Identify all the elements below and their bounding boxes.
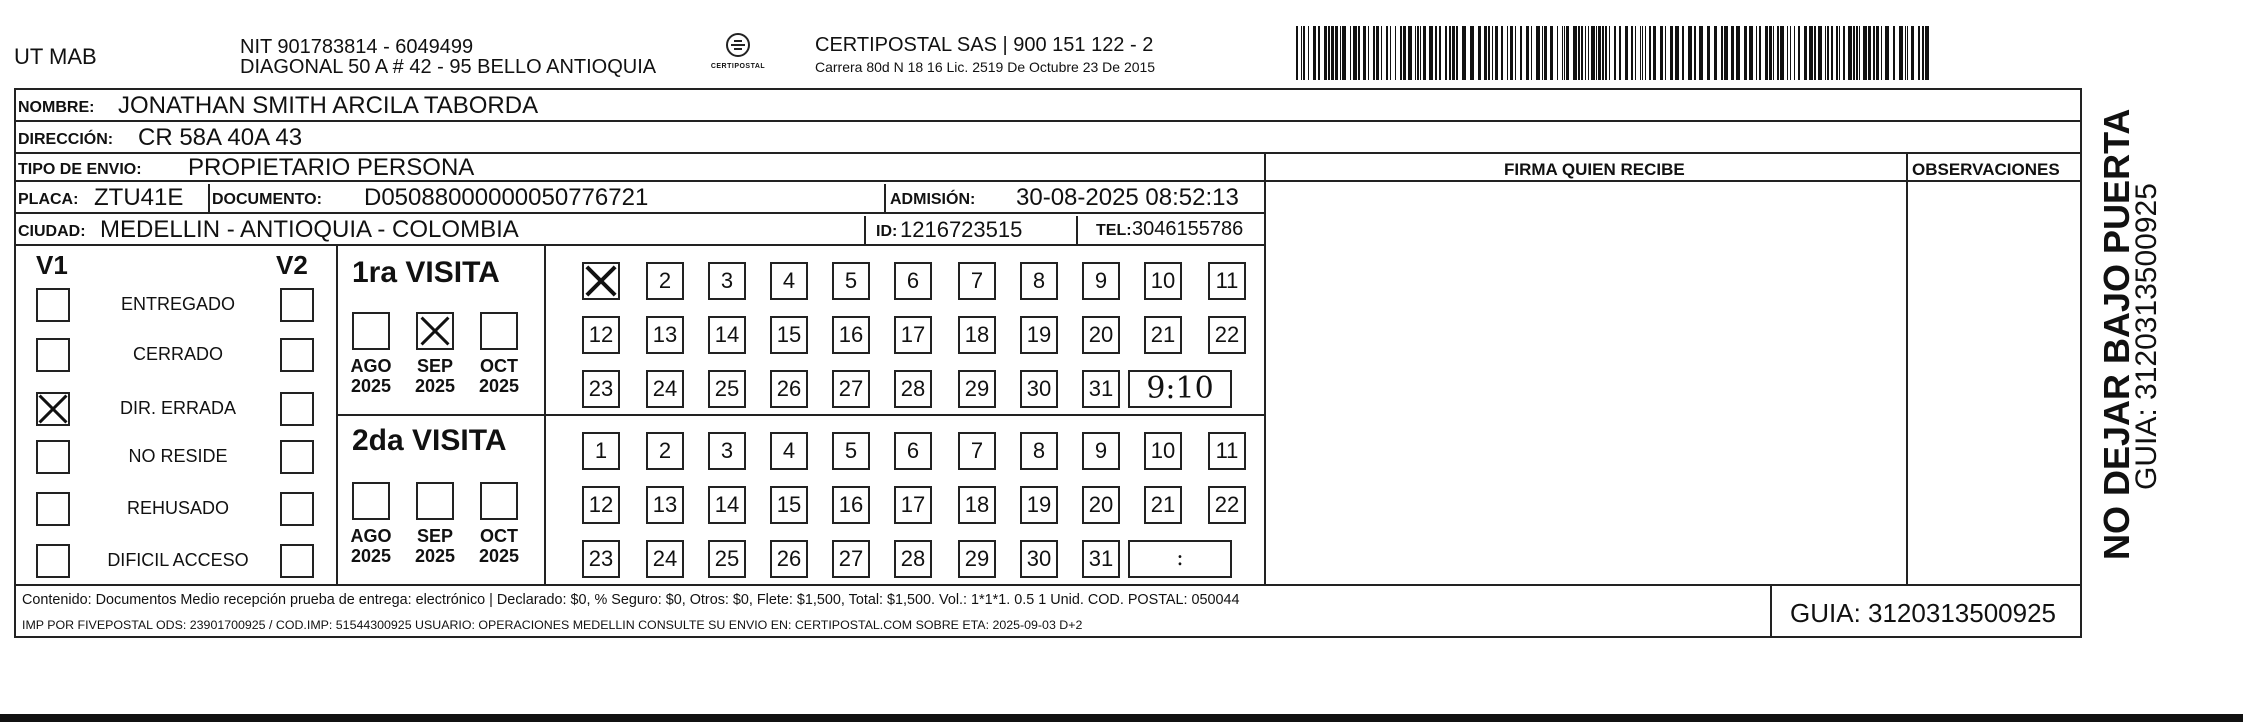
visit2-year-label-0: 2025: [350, 546, 392, 566]
status-label-3: NO RESIDE: [128, 446, 228, 466]
visit1-day-26[interactable]: 26: [770, 370, 808, 408]
observaciones-area[interactable]: [1908, 184, 2080, 584]
visit2-month-0[interactable]: [352, 482, 390, 520]
visit2-day-3[interactable]: 3: [708, 432, 746, 470]
barcode-bar: [1308, 26, 1309, 80]
barcode-bar: [1724, 26, 1728, 80]
visit1-time[interactable]: 9:10: [1128, 370, 1232, 408]
visit1-month-label-0: AGO: [350, 356, 392, 376]
visit1-day-23[interactable]: 23: [582, 370, 620, 408]
barcode-bar: [1688, 26, 1692, 80]
barcode-bar: [1794, 26, 1795, 80]
ciudad-value: MEDELLIN - ANTIOQUIA - COLOMBIA: [100, 216, 519, 243]
visit2-time[interactable]: :: [1128, 540, 1232, 578]
visit2-month-1[interactable]: [416, 482, 454, 520]
barcode-bar: [1756, 26, 1757, 80]
barcode-bar: [1376, 26, 1379, 80]
barcode-bar: [1542, 26, 1543, 80]
barcode-bar: [1417, 26, 1419, 80]
visit1-day-5[interactable]: 5: [832, 262, 870, 300]
barcode-bar: [1596, 26, 1597, 80]
divider: [208, 184, 210, 214]
barcode-bar: [1839, 26, 1840, 80]
visit1-day-20[interactable]: 20: [1082, 316, 1120, 354]
visit1-day-13[interactable]: 13: [646, 316, 684, 354]
barcode-bar: [1301, 26, 1302, 80]
visit2-day-31[interactable]: 31: [1082, 540, 1120, 578]
barcode-graphic: [1296, 26, 1932, 80]
barcode-bar: [1881, 26, 1882, 80]
barcode-bar: [1818, 26, 1822, 80]
visit1-day-31[interactable]: 31: [1082, 370, 1120, 408]
logo-text: CERTIPOSTAL: [710, 63, 766, 70]
visit1-day-19[interactable]: 19: [1020, 316, 1058, 354]
barcode-bar: [1893, 26, 1895, 80]
barcode-bar: [1885, 26, 1889, 80]
placa-value: ZTU41E: [94, 184, 184, 211]
status-label-0: ENTREGADO: [120, 294, 235, 314]
tipo-label: TIPO DE ENVIO:: [18, 161, 142, 178]
barcode-bar: [1665, 26, 1666, 80]
bottom-edge: [0, 714, 2243, 722]
footer-print-info: IMP POR FIVEPOSTAL ODS: 23901700925 / COD.IMP: 51544300925 USUARIO: OPERACIONES MEDELLIN CONSULTE SU ENVIO EN: CERTIPOSTAL.COM SOBRE ETA: 2025-09-03 D+2: [22, 618, 1083, 632]
v1-checkbox-4[interactable]: [36, 492, 70, 526]
firma-area[interactable]: [1266, 184, 1906, 584]
barcode-bar: [1809, 26, 1813, 80]
barcode-bar: [1856, 26, 1858, 80]
barcode-bar: [1313, 26, 1316, 80]
visit2-day-30[interactable]: 30: [1020, 540, 1058, 578]
barcode-bar: [1386, 26, 1388, 80]
barcode-bar: [1544, 26, 1547, 80]
ciudad-label: CIUDAD:: [18, 223, 86, 240]
barcode-bar: [1905, 26, 1906, 80]
visit2-day-4[interactable]: 4: [770, 432, 808, 470]
barcode-bar: [1798, 26, 1800, 80]
visit1-day-7[interactable]: 7: [958, 262, 996, 300]
visit1-month-label-2: OCT: [480, 356, 518, 376]
barcode-bar: [1470, 26, 1474, 80]
visit1-day-4[interactable]: 4: [770, 262, 808, 300]
barcode-bar: [1736, 26, 1740, 80]
barcode-bar: [1804, 26, 1807, 80]
visit2-month-label-1: SEP: [416, 526, 454, 546]
row-ciudad: [14, 214, 1266, 246]
company-name: UT MAB: [14, 44, 97, 69]
barcode-bar: [1602, 26, 1604, 80]
divider: [1770, 586, 1772, 638]
barcode-bar: [1868, 26, 1871, 80]
barcode-bar: [1591, 26, 1595, 80]
barcode-bar: [1520, 26, 1522, 80]
v1-checkbox-1[interactable]: [36, 338, 70, 372]
carrier-license: Carrera 80d N 18 16 Lic. 2519 De Octubre 23 De 2015: [815, 59, 1156, 75]
visit2-day-16[interactable]: 16: [832, 486, 870, 524]
visit2-year-label-2: 2025: [478, 546, 520, 566]
divider: [1076, 216, 1078, 246]
direccion-label: DIRECCIÓN:: [18, 131, 114, 148]
visit1-year-label-1: 2025: [414, 376, 456, 396]
barcode-bar: [1831, 26, 1833, 80]
barcode-bar: [1640, 26, 1641, 80]
barcode-bar: [1350, 26, 1351, 80]
visit1-day-29[interactable]: 29: [958, 370, 996, 408]
barcode-bar: [1429, 26, 1433, 80]
barcode-bar: [1564, 26, 1565, 80]
visit1-day-17[interactable]: 17: [894, 316, 932, 354]
barcode-bar: [1373, 26, 1375, 80]
visit2-day-27[interactable]: 27: [832, 540, 870, 578]
visit2-day-2[interactable]: 2: [646, 432, 684, 470]
visit1-day-11[interactable]: 11: [1208, 262, 1246, 300]
visit2-day-7[interactable]: 7: [958, 432, 996, 470]
barcode-bar: [1876, 26, 1879, 80]
v2-checkbox-0[interactable]: [280, 288, 314, 322]
visit2-day-17[interactable]: 17: [894, 486, 932, 524]
barcode-bar: [1395, 26, 1396, 80]
visit1-day-3[interactable]: 3: [708, 262, 746, 300]
barcode-bar: [1573, 26, 1577, 80]
visit2-day-24[interactable]: 24: [646, 540, 684, 578]
visit2-day-15[interactable]: 15: [770, 486, 808, 524]
barcode-bar: [1863, 26, 1867, 80]
v2-checkbox-1[interactable]: [280, 338, 314, 372]
documento-label: DOCUMENTO:: [212, 191, 322, 208]
v2-checkbox-4[interactable]: [280, 492, 314, 526]
barcode-bar: [1790, 26, 1791, 80]
barcode-bar: [1531, 26, 1532, 80]
barcode-bar: [1585, 26, 1586, 80]
barcode-bar: [1363, 26, 1366, 80]
divider: [884, 184, 886, 214]
barcode-bar: [1598, 26, 1601, 80]
barcode-bar: [1907, 26, 1908, 80]
v1-label: V1: [36, 250, 68, 280]
barcode-bar: [1635, 26, 1636, 80]
barcode-bar: [1925, 26, 1929, 80]
barcode-bar: [1456, 26, 1458, 80]
v1-checkbox-2[interactable]: [36, 392, 70, 426]
barcode-bar: [1859, 26, 1860, 80]
visit2-day-6[interactable]: 6: [894, 432, 932, 470]
visit2-day-25[interactable]: 25: [708, 540, 746, 578]
visit2-day-1[interactable]: 1: [582, 432, 620, 470]
admision-label: ADMISIÓN:: [890, 191, 976, 208]
visit1-day-21[interactable]: 21: [1144, 316, 1182, 354]
visit2-month-label-0: AGO: [350, 526, 392, 546]
visit2-day-26[interactable]: 26: [770, 540, 808, 578]
barcode-bar: [1478, 26, 1481, 80]
nombre-label: NOMBRE:: [18, 99, 95, 116]
visit1-month-1[interactable]: [416, 312, 454, 350]
barcode-bar: [1420, 26, 1421, 80]
nombre-value: JONATHAN SMITH ARCILA TABORDA: [118, 92, 539, 119]
barcode-bar: [1515, 26, 1516, 80]
documento-value: D05088000000050776721: [364, 184, 649, 211]
status-label-5: DIFICIL ACCESO: [107, 550, 249, 570]
barcode-bar: [1415, 26, 1416, 80]
visit2-day-5[interactable]: 5: [832, 432, 870, 470]
visit2-day-14[interactable]: 14: [708, 486, 746, 524]
barcode-bar: [1744, 26, 1747, 80]
barcode-bar: [1825, 26, 1826, 80]
visit2-day-19[interactable]: 19: [1020, 486, 1058, 524]
placa-label: PLACA:: [18, 191, 79, 208]
visit2-day-11[interactable]: 11: [1208, 432, 1246, 470]
v2-label: V2: [276, 250, 308, 280]
barcode-bar: [1488, 26, 1490, 80]
barcode-bar: [1759, 26, 1761, 80]
visit2-title: 2da VISITA: [352, 424, 507, 457]
certipostal-logo: [708, 32, 768, 70]
visit1-day-1[interactable]: [582, 262, 620, 300]
barcode-bar: [1501, 26, 1503, 80]
barcode-bar: [1670, 26, 1673, 80]
id-value: 1216723515: [900, 217, 1023, 242]
visit2-day-28[interactable]: 28: [894, 540, 932, 578]
tel-value: 3046155786: [1132, 218, 1244, 240]
visit1-day-25[interactable]: 25: [708, 370, 746, 408]
visit1-day-8[interactable]: 8: [1020, 262, 1058, 300]
barcode-bar: [1510, 26, 1513, 80]
barcode-bar: [1873, 26, 1875, 80]
barcode-bar: [1526, 26, 1529, 80]
barcode-bar: [1787, 26, 1788, 80]
barcode-bar: [1836, 26, 1838, 80]
footer-content: Contenido: Documentos Medio recepción prueba de entrega: electrónico | Declarado: $0, % Seguro: $0, Otros: $0, Flete: $1,500, Total: $1,500. Vol.: 1*1*1. 0.5 1 Unid. COD. POSTAL: 050044: [22, 592, 1240, 608]
barcode-bar: [1335, 26, 1338, 80]
visit1-day-30[interactable]: 30: [1020, 370, 1058, 408]
visit2-day-20[interactable]: 20: [1082, 486, 1120, 524]
barcode-bar: [1843, 26, 1845, 80]
barcode-bar: [1435, 26, 1437, 80]
barcode-bar: [1381, 26, 1382, 80]
visit2-day-13[interactable]: 13: [646, 486, 684, 524]
row-placa: [14, 182, 1266, 214]
status-label-1: CERRADO: [132, 344, 223, 364]
barcode-bar: [1649, 26, 1651, 80]
barcode-bar: [1390, 26, 1391, 80]
barcode-bar: [1318, 26, 1320, 80]
barcode-bar: [1827, 26, 1829, 80]
barcode-bar: [1342, 26, 1346, 80]
visit2-month-label-2: OCT: [480, 526, 518, 546]
row-tipo: [14, 154, 2082, 182]
barcode-bar: [1780, 26, 1784, 80]
divider: [336, 414, 1264, 416]
tipo-value: PROPIETARIO PERSONA: [188, 154, 475, 181]
barcode-bar: [1660, 26, 1663, 80]
barcode-bar: [1645, 26, 1646, 80]
barcode-bar: [1769, 26, 1772, 80]
visit1-year-label-2: 2025: [478, 376, 520, 396]
barcode-bar: [1899, 26, 1903, 80]
visit2-day-12[interactable]: 12: [582, 486, 620, 524]
barcode-bar: [1358, 26, 1360, 80]
v2-checkbox-3[interactable]: [280, 440, 314, 474]
barcode-bar: [1642, 26, 1643, 80]
visit1-day-28[interactable]: 28: [894, 370, 932, 408]
visit1-day-18[interactable]: 18: [958, 316, 996, 354]
barcode-bar: [1331, 26, 1334, 80]
barcode-bar: [1353, 26, 1357, 80]
barcode-bar: [1625, 26, 1628, 80]
visit1-day-12[interactable]: 12: [582, 316, 620, 354]
tel-label: TEL:: [1096, 222, 1132, 239]
barcode-bar: [1773, 26, 1774, 80]
direccion-value: CR 58A 40A 43: [138, 124, 303, 151]
id-label: ID:: [876, 223, 898, 240]
barcode-bar: [1324, 26, 1327, 80]
visit1-day-10[interactable]: 10: [1144, 262, 1182, 300]
visit2-day-10[interactable]: 10: [1144, 432, 1182, 470]
barcode-bar: [1682, 26, 1684, 80]
visit1-month-0[interactable]: [352, 312, 390, 350]
barcode-bar: [1328, 26, 1330, 80]
admision-value: 30-08-2025 08:52:13: [1016, 184, 1239, 211]
barcode-bar: [1449, 26, 1451, 80]
barcode-bar: [1492, 26, 1493, 80]
footer-guia: GUIA: 3120313500925: [1790, 598, 2056, 628]
barcode-bar: [1853, 26, 1855, 80]
carrier-name: CERTIPOSTAL SAS | 900 151 122 - 2: [815, 34, 1154, 56]
v2-checkbox-5[interactable]: [280, 544, 314, 578]
barcode-bar: [1403, 26, 1406, 80]
visit1-day-6[interactable]: 6: [894, 262, 932, 300]
barcode-bar: [1911, 26, 1914, 80]
visit1-day-27[interactable]: 27: [832, 370, 870, 408]
v2-checkbox-2[interactable]: [280, 392, 314, 426]
visit2-day-22[interactable]: 22: [1208, 486, 1246, 524]
barcode-bar: [1619, 26, 1621, 80]
barcode-bar: [1536, 26, 1540, 80]
visit1-day-22[interactable]: 22: [1208, 316, 1246, 354]
logo-icon: [723, 32, 753, 58]
barcode-bar: [1495, 26, 1498, 80]
barcode-bar: [1653, 26, 1656, 80]
row-nombre: [14, 90, 2082, 122]
barcode-bar: [1631, 26, 1633, 80]
barcode-bar: [1578, 26, 1580, 80]
status-label-4: REHUSADO: [126, 498, 229, 518]
visit1-month-label-1: SEP: [416, 356, 454, 376]
barcode-bar: [1588, 26, 1589, 80]
barcode-bar: [1557, 26, 1558, 80]
barcode-bar: [1462, 26, 1466, 80]
visit2-month-2[interactable]: [480, 482, 518, 520]
visit2-day-23[interactable]: 23: [582, 540, 620, 578]
barcode-bar: [1566, 26, 1569, 80]
observaciones-header: OBSERVACIONES: [1912, 160, 2060, 179]
barcode-bar: [1694, 26, 1696, 80]
barcode-bar: [1296, 26, 1298, 80]
row-direccion: [14, 122, 2082, 154]
barcode-bar: [1714, 26, 1717, 80]
visit1-day-14[interactable]: 14: [708, 316, 746, 354]
nit: NIT 901783814 - 6049499: [240, 36, 474, 58]
barcode-bar: [1777, 26, 1779, 80]
barcode: [1296, 26, 1932, 80]
visit1-day-15[interactable]: 15: [770, 316, 808, 354]
v1-checkbox-3[interactable]: [36, 440, 70, 474]
barcode-bar: [1731, 26, 1734, 80]
barcode-bar: [1605, 26, 1607, 80]
divider: [864, 216, 866, 246]
barcode-bar: [1340, 26, 1341, 80]
visit1-day-2[interactable]: 2: [646, 262, 684, 300]
barcode-bar: [1423, 26, 1426, 80]
visit2-day-8[interactable]: 8: [1020, 432, 1058, 470]
barcode-bar: [1368, 26, 1369, 80]
barcode-bar: [1848, 26, 1852, 80]
side-guia: GUIA: 3120313500925: [2130, 183, 2163, 490]
barcode-bar: [1484, 26, 1487, 80]
status-label-2: DIR. ERRADA: [119, 398, 236, 418]
barcode-bar: [1922, 26, 1924, 80]
barcode-bar: [1408, 26, 1412, 80]
sender-address: DIAGONAL 50 A # 42 - 95 BELLO ANTIOQUIA: [240, 56, 657, 78]
visit2-day-9[interactable]: 9: [1082, 432, 1120, 470]
no-dejar-warning: NO DEJAR BAJO PUERTA: [2096, 108, 2137, 560]
barcode-bar: [1721, 26, 1723, 80]
visit1-title: 1ra VISITA: [352, 256, 500, 289]
v1-checkbox-5[interactable]: [36, 544, 70, 578]
visit1-month-2[interactable]: [480, 312, 518, 350]
visit2-year-label-1: 2025: [414, 546, 456, 566]
visit2-day-29[interactable]: 29: [958, 540, 996, 578]
v1-checkbox-0[interactable]: [36, 288, 70, 322]
barcode-bar: [1614, 26, 1616, 80]
barcode-bar: [1814, 26, 1816, 80]
barcode-bar: [1439, 26, 1441, 80]
visit2-day-21[interactable]: 21: [1144, 486, 1182, 524]
barcode-bar: [1562, 26, 1563, 80]
barcode-bar: [1707, 26, 1710, 80]
barcode-bar: [1550, 26, 1553, 80]
barcode-bar: [1749, 26, 1753, 80]
visit1-day-9[interactable]: 9: [1082, 262, 1120, 300]
visit1-day-16[interactable]: 16: [832, 316, 870, 354]
barcode-bar: [1918, 26, 1920, 80]
visit2-day-18[interactable]: 18: [958, 486, 996, 524]
barcode-bar: [1400, 26, 1402, 80]
barcode-bar: [1445, 26, 1447, 80]
visit1-day-24[interactable]: 24: [646, 370, 684, 408]
barcode-bar: [1699, 26, 1703, 80]
barcode-bar: [1452, 26, 1455, 80]
barcode-bar: [1581, 26, 1583, 80]
barcode-bar: [1609, 26, 1610, 80]
barcode-bar: [1765, 26, 1768, 80]
visit1-year-label-0: 2025: [350, 376, 392, 396]
firma-header: FIRMA QUIEN RECIBE: [1504, 160, 1685, 179]
barcode-bar: [1675, 26, 1679, 80]
barcode-bar: [1507, 26, 1508, 80]
barcode-bar: [1303, 26, 1305, 80]
